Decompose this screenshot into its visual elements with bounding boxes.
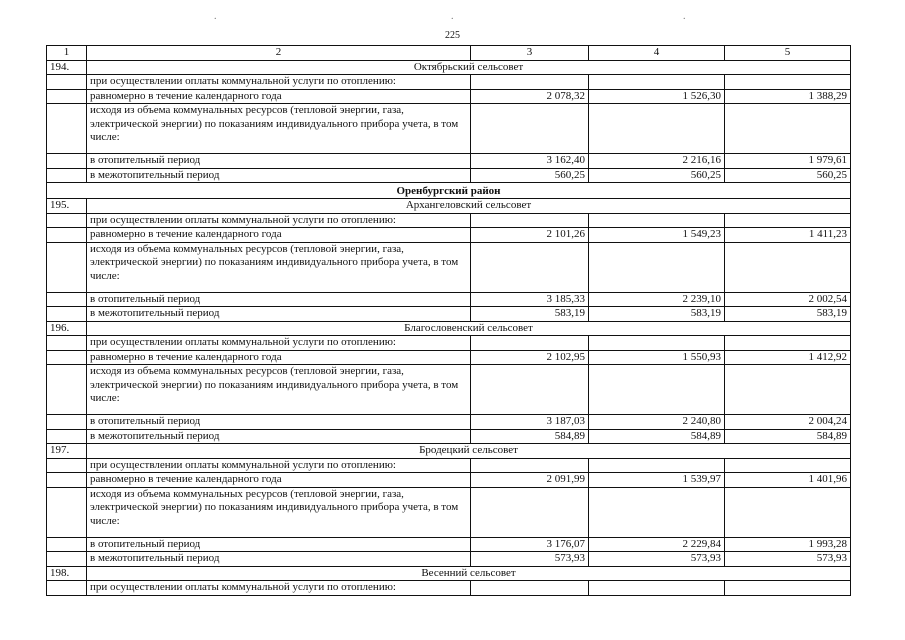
section-title: Весенний сельсовет	[87, 566, 851, 581]
section-row	[47, 444, 851, 459]
row-number-cell	[47, 307, 87, 322]
value-cell: 584,89	[725, 429, 851, 444]
table-row	[47, 104, 851, 154]
column-header: 1	[47, 46, 87, 61]
value-cell: 3 162,40	[471, 154, 589, 169]
value-cell: 560,25	[725, 168, 851, 183]
table-row	[47, 228, 851, 243]
row-label: равномерно в течение календарного года	[87, 350, 471, 365]
table-row	[47, 242, 851, 292]
row-number-cell	[47, 75, 87, 90]
section-row	[47, 199, 851, 214]
table-row	[47, 415, 851, 430]
district-title: Оренбургский район	[47, 183, 851, 199]
row-number-cell	[47, 242, 87, 292]
row-label: при осуществлении оплаты коммунальной услуги по отоплению:	[87, 213, 471, 228]
value-cell	[471, 75, 589, 90]
value-cell: 2 102,95	[471, 350, 589, 365]
value-cell: 1 539,97	[589, 473, 725, 488]
value-cell: 1 388,29	[725, 89, 851, 104]
row-number-cell	[47, 581, 87, 596]
value-cell: 560,25	[589, 168, 725, 183]
value-cell: 560,25	[471, 168, 589, 183]
section-row	[47, 60, 851, 75]
table-header-row	[47, 46, 851, 61]
column-header: 5	[725, 46, 851, 61]
value-cell: 2 091,99	[471, 473, 589, 488]
scan-mark: .	[214, 11, 217, 22]
row-label: при осуществлении оплаты коммунальной услуги по отоплению:	[87, 336, 471, 351]
value-cell	[589, 213, 725, 228]
value-cell: 1 411,23	[725, 228, 851, 243]
value-cell	[471, 487, 589, 537]
row-label: при осуществлении оплаты коммунальной услуги по отоплению:	[87, 458, 471, 473]
table-row	[47, 552, 851, 567]
table-row	[47, 458, 851, 473]
table-row	[47, 75, 851, 90]
value-cell	[725, 458, 851, 473]
row-number-cell	[47, 429, 87, 444]
table-row	[47, 365, 851, 415]
row-label: в отопительный период	[87, 154, 471, 169]
value-cell: 1 401,96	[725, 473, 851, 488]
row-number-cell	[47, 537, 87, 552]
value-cell: 1 526,30	[589, 89, 725, 104]
row-number-cell	[47, 365, 87, 415]
value-cell: 2 216,16	[589, 154, 725, 169]
row-number-cell	[47, 154, 87, 169]
row-number-cell	[47, 213, 87, 228]
value-cell: 573,93	[725, 552, 851, 567]
section-title: Архангеловский сельсовет	[87, 199, 851, 214]
scan-mark: .	[451, 11, 454, 22]
row-label: в межотопительный период	[87, 552, 471, 567]
row-label: равномерно в течение календарного года	[87, 228, 471, 243]
value-cell	[471, 213, 589, 228]
value-cell	[589, 458, 725, 473]
value-cell	[471, 458, 589, 473]
table-row	[47, 537, 851, 552]
value-cell: 2 101,26	[471, 228, 589, 243]
row-number-cell	[47, 336, 87, 351]
row-number-cell	[47, 292, 87, 307]
table-row	[47, 292, 851, 307]
row-number: 198.	[47, 566, 87, 581]
row-label: исходя из объема коммунальных ресурсов (тепловой энергии, газа, электрической энергии) по показаниям индивидуального прибора учета, в том числе:	[87, 242, 471, 292]
row-number-cell	[47, 89, 87, 104]
value-cell	[725, 336, 851, 351]
value-cell: 3 187,03	[471, 415, 589, 430]
table-row	[47, 307, 851, 322]
row-label: равномерно в течение календарного года	[87, 89, 471, 104]
value-cell	[589, 581, 725, 596]
column-header: 3	[471, 46, 589, 61]
row-number-cell	[47, 415, 87, 430]
value-cell	[589, 75, 725, 90]
district-row	[47, 183, 851, 199]
value-cell	[471, 242, 589, 292]
table-row	[47, 487, 851, 537]
row-number-cell	[47, 473, 87, 488]
value-cell: 573,93	[589, 552, 725, 567]
value-cell: 2 239,10	[589, 292, 725, 307]
row-number-cell	[47, 228, 87, 243]
table-row	[47, 213, 851, 228]
value-cell	[725, 365, 851, 415]
value-cell: 2 240,80	[589, 415, 725, 430]
section-row	[47, 321, 851, 336]
row-number-cell	[47, 487, 87, 537]
value-cell: 584,89	[471, 429, 589, 444]
table-row	[47, 581, 851, 596]
value-cell	[471, 365, 589, 415]
value-cell	[471, 336, 589, 351]
value-cell	[725, 213, 851, 228]
table-row	[47, 89, 851, 104]
value-cell	[589, 104, 725, 154]
value-cell	[725, 487, 851, 537]
tariff-table	[46, 45, 851, 596]
value-cell: 2 078,32	[471, 89, 589, 104]
value-cell: 1 993,28	[725, 537, 851, 552]
row-label: исходя из объема коммунальных ресурсов (тепловой энергии, газа, электрической энергии) по показаниям индивидуального прибора учета, в том числе:	[87, 365, 471, 415]
row-label: в межотопительный период	[87, 307, 471, 322]
value-cell: 3 185,33	[471, 292, 589, 307]
value-cell: 2 004,24	[725, 415, 851, 430]
value-cell	[471, 104, 589, 154]
value-cell	[589, 336, 725, 351]
row-label: в отопительный период	[87, 415, 471, 430]
value-cell	[589, 242, 725, 292]
section-title: Благословенский сельсовет	[87, 321, 851, 336]
value-cell: 583,19	[471, 307, 589, 322]
row-number-cell	[47, 552, 87, 567]
table-row	[47, 154, 851, 169]
scan-mark: .	[683, 11, 686, 22]
column-header: 4	[589, 46, 725, 61]
value-cell	[589, 487, 725, 537]
value-cell: 583,19	[589, 307, 725, 322]
section-row	[47, 566, 851, 581]
value-cell	[725, 75, 851, 90]
row-number: 194.	[47, 60, 87, 75]
table-row	[47, 350, 851, 365]
value-cell	[725, 104, 851, 154]
value-cell: 583,19	[725, 307, 851, 322]
row-label: исходя из объема коммунальных ресурсов (тепловой энергии, газа, электрической энергии) по показаниям индивидуального прибора учета, в том числе:	[87, 487, 471, 537]
row-number-cell	[47, 350, 87, 365]
row-label: при осуществлении оплаты коммунальной услуги по отоплению:	[87, 581, 471, 596]
row-label: равномерно в течение календарного года	[87, 473, 471, 488]
table-row	[47, 336, 851, 351]
column-header: 2	[87, 46, 471, 61]
value-cell: 573,93	[471, 552, 589, 567]
row-number: 196.	[47, 321, 87, 336]
row-label: при осуществлении оплаты коммунальной услуги по отоплению:	[87, 75, 471, 90]
table-row	[47, 429, 851, 444]
row-number-cell	[47, 104, 87, 154]
row-label: в отопительный период	[87, 537, 471, 552]
section-title: Октябрьский сельсовет	[87, 60, 851, 75]
row-label: в отопительный период	[87, 292, 471, 307]
value-cell: 584,89	[589, 429, 725, 444]
value-cell	[725, 242, 851, 292]
row-label: в межотопительный период	[87, 429, 471, 444]
value-cell	[725, 581, 851, 596]
value-cell	[471, 581, 589, 596]
section-title: Бродецкий сельсовет	[87, 444, 851, 459]
row-label: в межотопительный период	[87, 168, 471, 183]
value-cell: 3 176,07	[471, 537, 589, 552]
row-number-cell	[47, 168, 87, 183]
value-cell: 1 550,93	[589, 350, 725, 365]
row-number: 195.	[47, 199, 87, 214]
value-cell: 2 002,54	[725, 292, 851, 307]
value-cell: 1 979,61	[725, 154, 851, 169]
value-cell: 2 229,84	[589, 537, 725, 552]
row-label: исходя из объема коммунальных ресурсов (тепловой энергии, газа, электрической энергии) по показаниям индивидуального прибора учета, в том числе:	[87, 104, 471, 154]
page-number: 225	[445, 30, 460, 41]
value-cell: 1 412,92	[725, 350, 851, 365]
row-number-cell	[47, 458, 87, 473]
table-row	[47, 168, 851, 183]
row-number: 197.	[47, 444, 87, 459]
value-cell	[589, 365, 725, 415]
value-cell: 1 549,23	[589, 228, 725, 243]
table-row	[47, 473, 851, 488]
